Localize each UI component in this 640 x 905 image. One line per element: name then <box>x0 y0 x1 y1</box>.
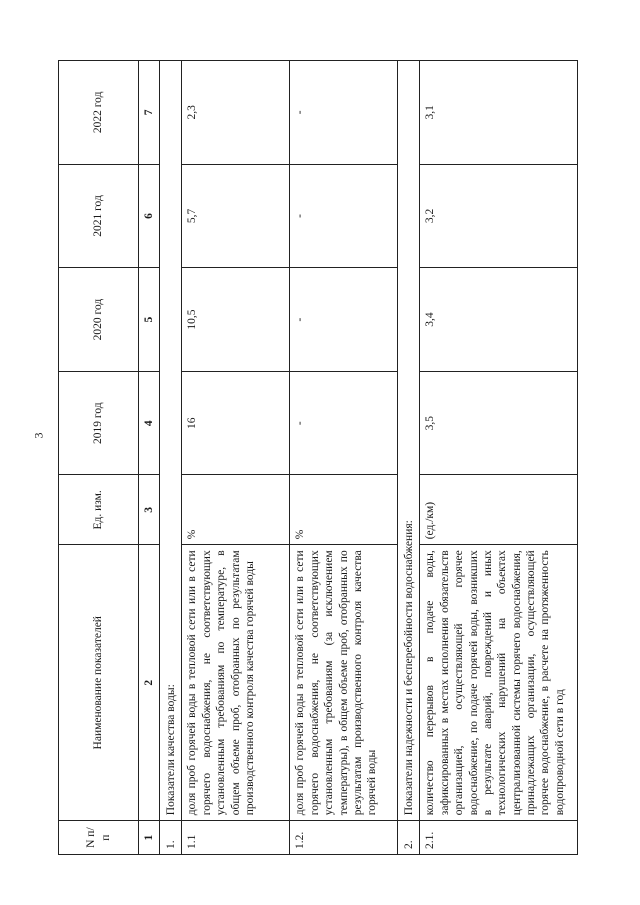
row-num: 1.2. <box>290 821 398 855</box>
value-2019: 3,5 <box>420 371 578 475</box>
section-title: Показатели надежности и бесперебойности водоснабжения: <box>398 61 420 821</box>
section-row <box>398 61 420 855</box>
table-row <box>290 61 398 855</box>
row-unit: % <box>182 475 290 545</box>
value-2022: 3,1 <box>420 61 578 165</box>
col-number: 1 <box>139 821 160 855</box>
page-number: 3 <box>31 432 46 439</box>
row-name: доля проб горячей воды в тепловой сети или в сети горячего водоснабжения, не соответствующих установленным требованиям (за исключением температуры), в общем объеме проб, отобранных по результатам производственного контроля качества горячей воды <box>290 545 398 821</box>
value-2021: 5,7 <box>182 164 290 268</box>
table-row <box>420 61 578 855</box>
header-2019: 2019 год <box>59 371 139 475</box>
value-2020: 3,4 <box>420 268 578 372</box>
header-row <box>59 61 139 855</box>
indicators-table <box>58 60 578 855</box>
row-name: доля проб горячей воды в тепловой сети или в сети горячего водоснабжения, не соответствующих установленным требованиям по температуре, в общем объеме проб, отобранных по результатам производственного контроля качества горячей воды <box>182 545 290 821</box>
header-2022: 2022 год <box>59 61 139 165</box>
header-unit: Ед. изм. <box>59 475 139 545</box>
section-title: Показатели качества воды: <box>160 61 182 821</box>
value-2021: 3,2 <box>420 164 578 268</box>
row-unit: (ед./км) <box>420 475 578 545</box>
col-number: 3 <box>139 475 160 545</box>
col-number: 2 <box>139 545 160 821</box>
value-2022: - <box>290 61 398 165</box>
row-name: количество перерывов в подаче воды, зафиксированных в местах исполнения обязательств организацией, осуществляющей горячее водоснабжение, по подаче горячей воды, возникших в результате аварий, повреждений и иных технологических нарушений на объектах централизованной системы горячего водоснабжения, принадлежащих организации, осуществляющей горячее водоснабжение, в расчете на протяженность водопроводной сети в год <box>420 545 578 821</box>
col-number: 4 <box>139 371 160 475</box>
header-name: Наименование показателей <box>59 545 139 821</box>
header-num: N п/п <box>59 821 139 855</box>
table-row <box>182 61 290 855</box>
value-2020: - <box>290 268 398 372</box>
col-number: 6 <box>139 164 160 268</box>
value-2022: 2,3 <box>182 61 290 165</box>
value-2019: - <box>290 371 398 475</box>
col-number: 5 <box>139 268 160 372</box>
row-num: 1.1 <box>182 821 290 855</box>
section-num: 1. <box>160 821 182 855</box>
row-unit: % <box>290 475 398 545</box>
header-2020: 2020 год <box>59 268 139 372</box>
col-number: 7 <box>139 61 160 165</box>
value-2019: 16 <box>182 371 290 475</box>
column-number-row <box>139 61 160 855</box>
header-2021: 2021 год <box>59 164 139 268</box>
row-num: 2.1. <box>420 821 578 855</box>
section-row <box>160 61 182 855</box>
section-num: 2. <box>398 821 420 855</box>
rotated-table-wrapper <box>58 60 576 855</box>
value-2020: 10,5 <box>182 268 290 372</box>
value-2021: - <box>290 164 398 268</box>
